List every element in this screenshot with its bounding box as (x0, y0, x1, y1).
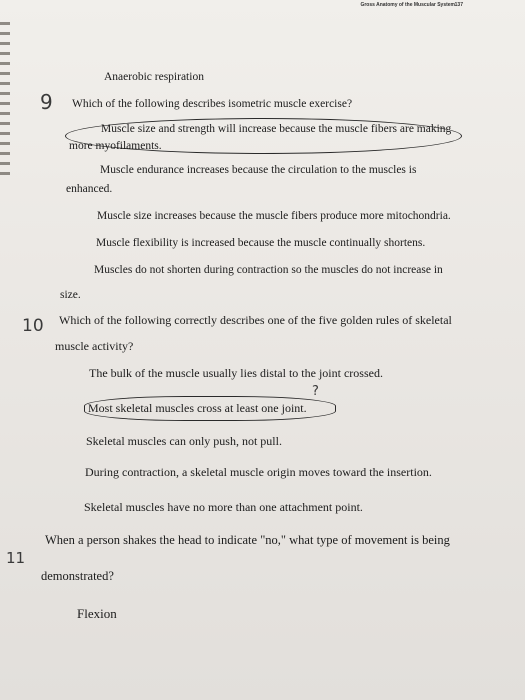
question-9-number-mark: 9 (40, 90, 53, 114)
q9-option-3[interactable]: Muscle size increases because the muscle fibers produce more mitochondria. (97, 210, 451, 222)
q9-option-2-line1[interactable]: Muscle endurance increases because the circulation to the muscles is (100, 164, 417, 176)
question-10-text-line2: muscle activity? (55, 339, 134, 353)
running-header: Gross Anatomy of the Muscular System (360, 2, 455, 8)
q10-option-4[interactable]: During contraction, a skeletal muscle origin moves toward the insertion. (85, 465, 432, 479)
q10-option-5[interactable]: Skeletal muscles have no more than one attachment point. (84, 500, 363, 514)
page-number: 137 (454, 2, 463, 8)
question-10-text-line1: Which of the following correctly describes one of the five golden rules of skeletal (59, 313, 452, 327)
q9-option-1-line1[interactable]: Muscle size and strength will increase because the muscle fibers are making (101, 123, 452, 135)
q9-option-2-line2[interactable]: enhanced. (66, 183, 113, 195)
margin-question-mark: ? (312, 384, 319, 399)
q10-option-1[interactable]: The bulk of the muscle usually lies distal to the joint crossed. (89, 366, 383, 380)
q9-option-1-line2[interactable]: more myofilaments. (69, 140, 162, 152)
q9-option-4[interactable]: Muscle flexibility is increased because the muscle continually shortens. (96, 237, 426, 249)
question-10-number-mark: 10 (22, 316, 44, 336)
question-11-text-line1: When a person shakes the head to indicate "no," what type of movement is being (45, 533, 450, 547)
question-11-number-mark: 11 (6, 549, 26, 567)
q10-option-2[interactable]: Most skeletal muscles cross at least one joint. (88, 401, 307, 415)
q11-option-1[interactable]: Flexion (77, 606, 117, 621)
spiral-binding (0, 22, 10, 177)
question-9-text: Which of the following describes isometric muscle exercise? (72, 98, 353, 110)
q9-option-5-line1[interactable]: Muscles do not shorten during contraction so the muscles do not increase in (94, 264, 443, 276)
question-11-text-line2: demonstrated? (41, 569, 114, 583)
q9-option-5-line2[interactable]: size. (60, 289, 81, 301)
option-anaerobic-respiration[interactable]: Anaerobic respiration (104, 71, 204, 83)
q10-option-3[interactable]: Skeletal muscles can only push, not pull. (86, 434, 282, 448)
